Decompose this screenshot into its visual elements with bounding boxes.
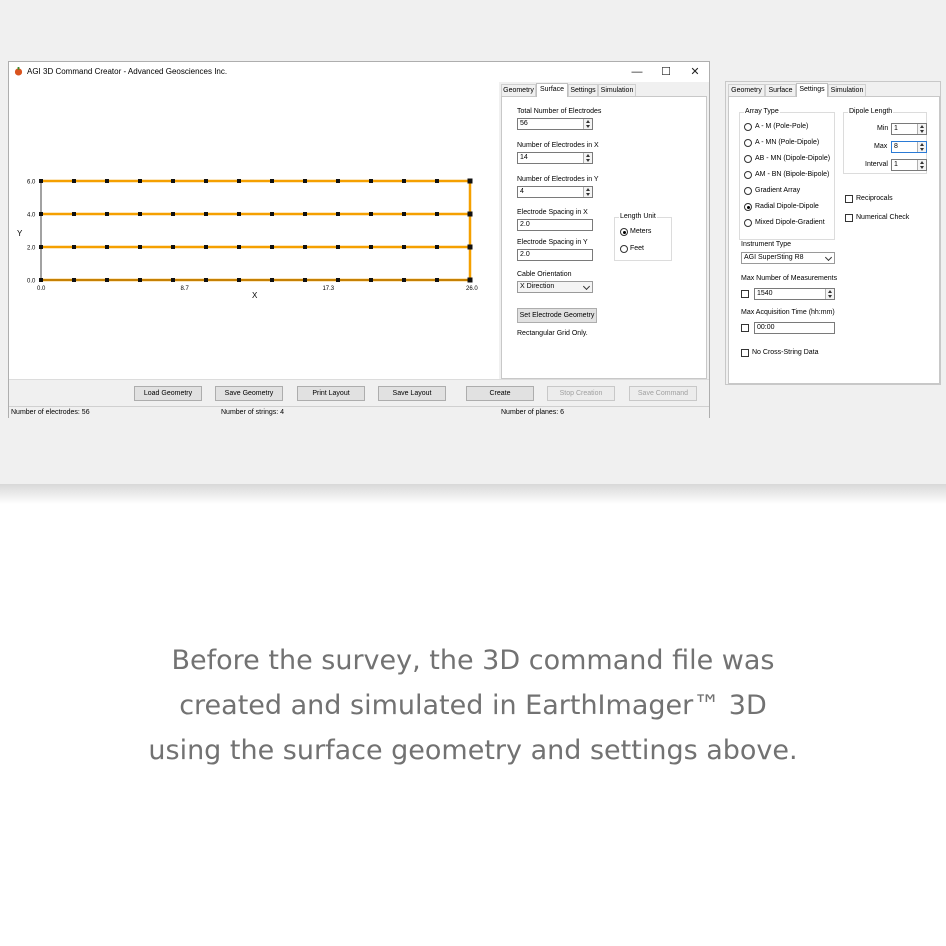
status-strings: Number of strings: 4 <box>221 409 285 416</box>
electrode-marker <box>369 179 373 183</box>
settings-tab-body <box>728 96 940 384</box>
electrode-marker <box>39 278 43 282</box>
electrode-marker <box>105 212 109 216</box>
nx-label: Number of Electrodes in X <box>517 142 599 149</box>
electrode-marker <box>204 245 208 249</box>
spinner-icon[interactable] <box>917 124 926 134</box>
maximize-button[interactable]: ☐ <box>661 66 671 78</box>
min-value: 1 <box>894 125 898 132</box>
min-field[interactable] <box>891 123 927 135</box>
electrode-marker <box>402 278 406 282</box>
max-label: Max <box>874 143 888 150</box>
electrode-marker <box>72 278 76 282</box>
x-tick-label: 8.7 <box>180 286 189 292</box>
tab-simulation[interactable]: Simulation <box>598 84 636 96</box>
electrode-marker <box>39 212 43 216</box>
caption-line-3: using the surface geometry and settings above. <box>148 735 798 766</box>
electrode-layout-plot <box>9 82 497 379</box>
tab-geometry[interactable]: Geometry <box>501 84 536 96</box>
ny-label: Number of Electrodes in Y <box>517 176 599 183</box>
save-command-button[interactable]: Save Command <box>629 386 697 401</box>
interval-value: 1 <box>894 161 898 168</box>
electrode-marker <box>369 278 373 282</box>
command-creator-window <box>8 61 710 418</box>
electrode-marker <box>72 179 76 183</box>
electrode-marker <box>39 179 43 183</box>
instrument-type-value: AGI SuperSting R8 <box>744 254 804 261</box>
max-time-field[interactable]: 00:00 <box>754 322 835 334</box>
ny-field[interactable] <box>517 186 593 198</box>
array-type-radio[interactable] <box>744 219 752 227</box>
cable-orientation-label: Cable Orientation <box>517 271 572 278</box>
electrode-marker <box>237 245 241 249</box>
spinner-icon[interactable] <box>583 153 592 163</box>
max-measurements-field[interactable] <box>754 288 835 300</box>
max-measurements-label: Max Number of Measurements <box>741 275 838 282</box>
instrument-type-select[interactable] <box>741 252 835 264</box>
caption <box>0 638 946 773</box>
electrode-marker <box>336 245 340 249</box>
no-cross-string-checkbox[interactable] <box>741 349 749 357</box>
y-tick-label: 6.0 <box>27 179 36 186</box>
electrode-marker <box>204 212 208 216</box>
array-type-radio[interactable] <box>744 139 752 147</box>
electrode-marker <box>171 212 175 216</box>
electrode-marker <box>204 278 208 282</box>
settings-panel <box>725 81 941 385</box>
no-cross-string-label: No Cross-String Data <box>752 349 819 356</box>
electrode-marker <box>204 179 208 183</box>
electrode-marker <box>171 179 175 183</box>
close-button[interactable]: ✕ <box>690 66 700 78</box>
electrode-marker <box>468 212 473 217</box>
spacing-x-field[interactable]: 2.0 <box>517 219 593 231</box>
electrode-marker <box>105 179 109 183</box>
feet-label: Feet <box>630 245 645 252</box>
save-geometry-button[interactable]: Save Geometry <box>215 386 283 401</box>
spinner-icon[interactable] <box>917 160 926 170</box>
array-type-label: Array Type <box>745 108 779 115</box>
total-electrodes-label: Total Number of Electrodes <box>517 108 602 115</box>
tab-surface[interactable]: Surface <box>765 84 796 96</box>
grid-note: Rectangular Grid Only. <box>517 330 588 337</box>
instrument-type-label: Instrument Type <box>741 241 792 248</box>
spacing-x-label: Electrode Spacing in X <box>517 209 588 216</box>
max-value: 8 <box>894 143 898 150</box>
electrode-marker <box>270 278 274 282</box>
array-type-option-label: A - M (Pole-Pole) <box>755 123 809 130</box>
tab-surface[interactable]: Surface <box>536 83 568 97</box>
electrode-marker <box>402 245 406 249</box>
cable-orientation-select[interactable] <box>517 281 593 293</box>
status-electrodes: Number of electrodes: 56 <box>11 409 90 416</box>
electrode-marker <box>39 245 43 249</box>
electrode-marker <box>303 278 307 282</box>
stop-creation-button[interactable]: Stop Creation <box>547 386 615 401</box>
electrode-marker <box>369 212 373 216</box>
electrode-marker <box>237 212 241 216</box>
electrode-marker <box>72 245 76 249</box>
electrode-marker <box>138 278 142 282</box>
array-type-radio[interactable] <box>744 123 752 131</box>
length-unit-group <box>614 213 672 261</box>
cable-orientation-value: X Direction <box>520 283 555 290</box>
spinner-icon[interactable] <box>583 119 592 129</box>
array-type-radio[interactable] <box>744 171 752 179</box>
array-type-group <box>739 108 835 240</box>
dipole-length-group <box>843 108 927 174</box>
tab-simulation[interactable]: Simulation <box>828 84 866 96</box>
length-unit-label: Length Unit <box>620 213 656 220</box>
plot-canvas <box>9 82 497 379</box>
numerical-check-label: Numerical Check <box>856 214 910 221</box>
max-time-checkbox[interactable] <box>741 324 749 332</box>
surface-tabs <box>501 83 641 96</box>
array-type-radio[interactable] <box>744 187 752 195</box>
interval-label: Interval <box>865 161 888 168</box>
surface-tab-body <box>501 96 707 379</box>
x-tick-label: 17.3 <box>322 286 335 292</box>
load-geometry-button[interactable]: Load Geometry <box>134 386 202 401</box>
caption-line-1: Before the survey, the 3D command file was <box>171 645 775 676</box>
y-tick-label: 4.0 <box>27 212 36 219</box>
min-label: Min <box>877 125 889 132</box>
array-type-option-label: Mixed Dipole-Gradient <box>755 219 825 226</box>
spinner-icon[interactable] <box>583 187 592 197</box>
electrode-marker <box>303 179 307 183</box>
array-type-option-label: A - MN (Pole-Dipole) <box>755 139 820 146</box>
electrode-marker <box>72 212 76 216</box>
electrode-marker <box>171 278 175 282</box>
electrode-marker <box>435 212 439 216</box>
max-field[interactable] <box>891 141 927 153</box>
chevron-down-icon <box>826 255 832 261</box>
electrode-marker <box>369 245 373 249</box>
dipole-length-label: Dipole Length <box>849 108 893 115</box>
electrode-marker <box>435 245 439 249</box>
electrode-marker <box>402 179 406 183</box>
app-logo-icon <box>14 67 23 76</box>
chevron-down-icon <box>584 284 590 290</box>
x-tick-label: 0.0 <box>37 286 46 292</box>
command-toolbar <box>9 379 709 406</box>
y-tick-label: 0.0 <box>27 278 36 285</box>
reciprocals-label: Reciprocals <box>856 195 893 202</box>
array-type-option-label: AB - MN (Dipole-Dipole) <box>755 155 831 162</box>
electrode-marker <box>468 245 473 250</box>
save-layout-button[interactable]: Save Layout <box>378 386 446 401</box>
electrode-marker <box>468 278 473 283</box>
status-planes: Number of planes: 6 <box>501 409 565 416</box>
electrode-marker <box>336 278 340 282</box>
divider-shadow <box>0 484 946 504</box>
electrode-marker <box>336 212 340 216</box>
nx-value: 14 <box>520 154 528 161</box>
meters-radio[interactable] <box>620 228 628 236</box>
y-axis-label: Y <box>17 229 23 238</box>
y-tick-label: 2.0 <box>27 245 36 252</box>
create-button[interactable]: Create <box>466 386 534 401</box>
numerical-check-checkbox[interactable] <box>845 214 853 222</box>
electrode-marker <box>237 278 241 282</box>
electrode-marker <box>105 245 109 249</box>
x-axis-label: X <box>252 291 258 300</box>
settings-tabs <box>728 83 868 96</box>
electrode-marker <box>270 212 274 216</box>
electrode-marker <box>105 278 109 282</box>
set-electrode-geometry-button[interactable]: Set Electrode Geometry <box>517 308 597 323</box>
minimize-button[interactable]: — <box>631 66 643 78</box>
electrode-marker <box>138 212 142 216</box>
spinner-icon[interactable] <box>825 289 834 299</box>
array-type-option-label: Gradient Array <box>755 187 801 194</box>
electrode-marker <box>138 245 142 249</box>
array-type-radio[interactable] <box>744 203 752 211</box>
electrode-marker <box>402 212 406 216</box>
spinner-icon[interactable] <box>917 142 926 152</box>
meters-label: Meters <box>630 228 652 235</box>
array-type-radio[interactable] <box>744 155 752 163</box>
print-layout-button[interactable]: Print Layout <box>297 386 365 401</box>
ny-value: 4 <box>520 188 524 195</box>
window-title: AGI 3D Command Creator - Advanced Geosciences Inc. <box>27 67 228 76</box>
tab-geometry[interactable]: Geometry <box>728 84 765 96</box>
electrode-marker <box>270 245 274 249</box>
electrode-marker <box>171 245 175 249</box>
electrode-marker <box>237 179 241 183</box>
max-measurements-checkbox[interactable] <box>741 290 749 298</box>
total-electrodes-field[interactable] <box>517 118 593 130</box>
electrode-marker <box>138 179 142 183</box>
tab-settings[interactable]: Settings <box>568 84 598 96</box>
tab-settings[interactable]: Settings <box>796 83 828 97</box>
interval-field[interactable] <box>891 159 927 171</box>
electrode-marker <box>336 179 340 183</box>
array-type-option-label: AM - BN (Bipole-Bipole) <box>755 171 830 178</box>
electrode-marker <box>303 212 307 216</box>
spacing-y-field[interactable]: 2.0 <box>517 249 593 261</box>
surface-panel <box>499 82 709 379</box>
title-bar <box>9 62 709 82</box>
feet-radio[interactable] <box>620 245 628 253</box>
spacing-y-label: Electrode Spacing in Y <box>517 239 588 246</box>
max-time-label: Max Acquisition Time (hh:mm) <box>741 309 835 316</box>
total-electrodes-value: 56 <box>520 120 528 127</box>
reciprocals-checkbox[interactable] <box>845 195 853 203</box>
array-type-option-label: Radial Dipole-Dipole <box>755 203 819 210</box>
max-measurements-value: 1540 <box>757 290 773 297</box>
electrode-marker <box>435 278 439 282</box>
electrode-marker <box>435 179 439 183</box>
x-tick-label: 26.0 <box>466 286 478 292</box>
caption-line-2: created and simulated in EarthImager™ 3D <box>179 690 767 721</box>
electrode-marker <box>270 179 274 183</box>
electrode-marker <box>303 245 307 249</box>
electrode-marker <box>468 179 473 184</box>
status-bar <box>9 406 709 418</box>
nx-field[interactable] <box>517 152 593 164</box>
